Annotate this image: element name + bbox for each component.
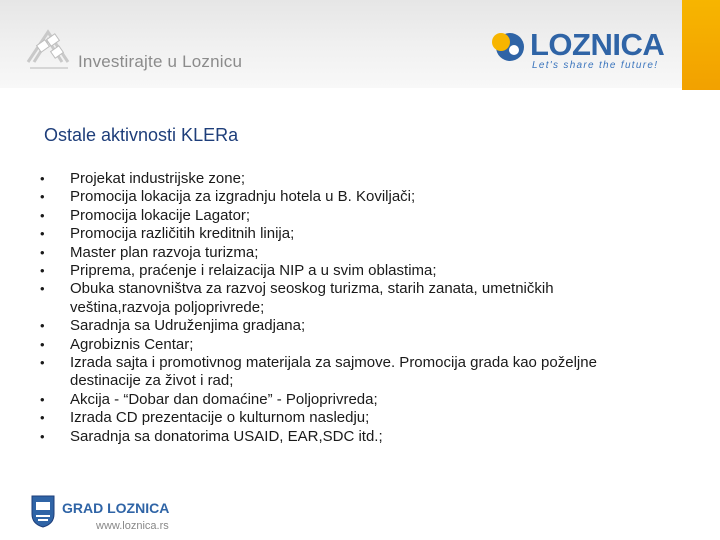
list-item [40, 317, 600, 335]
list-item-text: Obuka stanovništva za razvoj seoskog turizma, starih zanata, umetničkih veština,razvoja poljoprivrede; [70, 280, 554, 316]
list-item-text: Izrada sajta i promotivnog materijala za sajmove. Promocija grada kao poželjne destinacije za život i rad; [70, 354, 597, 390]
list-item-text: Priprema, praćenje i relaizacija NIP a u svim oblastima; [70, 262, 437, 280]
list-item-text: Promocija lokacije Lagator; [70, 206, 251, 224]
list-item [40, 170, 600, 188]
bullet-icon: • [40, 207, 45, 223]
logo-name: LOZNICA [530, 27, 665, 62]
list-item-text: Promocija lokacija za izgradnju hotela u B. Koviljači; [70, 188, 416, 206]
activity-list [40, 170, 600, 446]
list-item-text: Agrobiznis Centar; [70, 335, 194, 353]
list-item-text: Akcija - “Dobar dan domaćine” - Poljoprivreda; [70, 390, 378, 408]
list-item [40, 354, 600, 391]
list-item-text: Master plan razvoja turizma; [70, 243, 259, 261]
investment-emblem-icon [22, 22, 76, 76]
bullet-icon: • [40, 171, 45, 186]
list-item-text: Izrada CD prezentacije o kulturnom nasledju; [70, 409, 370, 427]
bullet-icon: • [40, 410, 45, 426]
bullet-icon: • [40, 391, 45, 407]
bullet-icon: • [40, 189, 45, 205]
bullet-icon: • [40, 244, 45, 260]
bullet-icon: • [40, 428, 45, 444]
list-item [40, 428, 600, 446]
list-item [40, 262, 600, 280]
slide-title: Ostale aktivnosti KLERa [44, 125, 239, 145]
list-item-text: Saradnja sa donatorima USAID, EAR,SDC itd.; [70, 427, 383, 445]
list-item [40, 225, 600, 243]
footer-city-name: GRAD LOZNICA [62, 500, 170, 516]
list-item [40, 188, 600, 206]
bullet-icon: • [40, 318, 45, 334]
list-item [40, 336, 600, 354]
bullet-icon: • [40, 355, 45, 371]
list-item-text: Saradnja sa Udruženjima gradjana; [70, 317, 306, 335]
city-crest-icon [30, 494, 56, 528]
header-title: Investirajte u Loznicu [78, 52, 243, 71]
list-item [40, 207, 600, 225]
list-item-text: Promocija različitih kreditnih linija; [70, 225, 295, 243]
logo-tagline: Let's share the future! [532, 60, 659, 71]
bullet-icon: • [40, 281, 45, 297]
list-item [40, 409, 600, 427]
bullet-icon: • [40, 336, 45, 352]
list-item [40, 391, 600, 409]
bullet-icon: • [40, 263, 45, 279]
list-item [40, 244, 600, 262]
list-item-text: Projekat industrijske zone; [70, 170, 246, 187]
list-item [40, 280, 600, 317]
accent-bar [682, 0, 720, 90]
loznica-logo-icon [490, 30, 526, 64]
bullet-icon: • [40, 226, 45, 242]
footer-url: www.loznica.rs [96, 520, 169, 532]
